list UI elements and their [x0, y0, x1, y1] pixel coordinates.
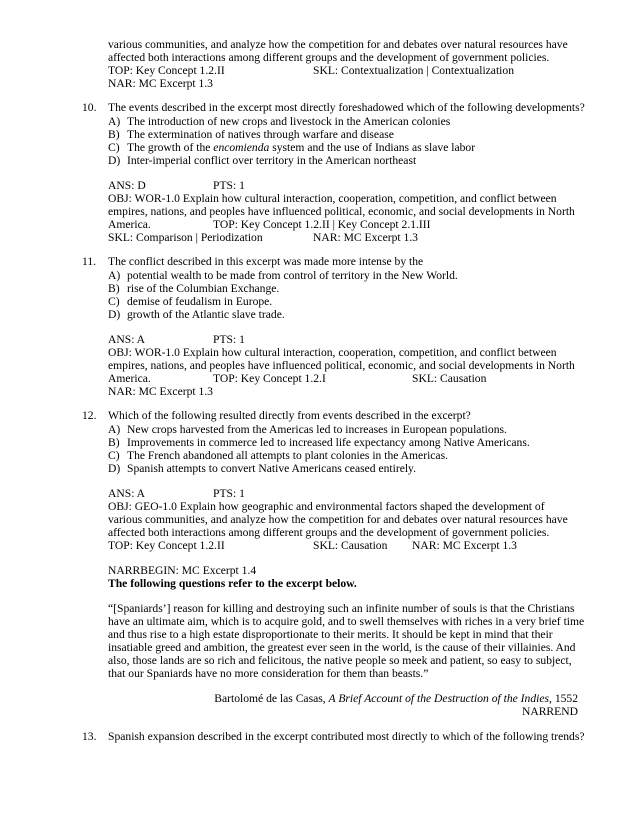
option-text: Spanish attempts to convert Native Americans ceased entirely.: [127, 462, 416, 475]
prev-nar: NAR: MC Excerpt 1.3: [108, 77, 213, 90]
question-number: 11.: [82, 255, 97, 268]
narr-begin: NARRBEGIN: MC Excerpt 1.4: [108, 564, 257, 577]
option-letter: C): [108, 141, 120, 154]
citation-work: A Brief Account of the Destruction of the Indies: [328, 692, 550, 705]
option-text: New crops harvested from the Americas led to increases in European populations.: [127, 423, 507, 436]
option-letter: B): [108, 128, 120, 141]
option-letter: C): [108, 295, 120, 308]
option-text: Inter-imperial conflict over territory in the American northeast: [127, 154, 417, 167]
option-text-italic: encomienda: [213, 141, 270, 154]
points: PTS: 1: [213, 333, 245, 346]
answer: ANS: A: [108, 487, 146, 500]
question-stem: The events described in the excerpt most directly foreshadowed which of the following developments?: [108, 101, 585, 114]
objective-line: empires, nations, and peoples have influenced political, economic, and social developments in North: [108, 359, 575, 372]
objective-line: affected both interactions among different groups and the development of government policies.: [108, 526, 550, 539]
option-letter: B): [108, 282, 120, 295]
prev-skl: SKL: Contextualization | Contextualization: [313, 64, 514, 77]
citation-year: , 1552: [549, 692, 578, 705]
objective-line: America.: [108, 218, 151, 231]
citation: [214, 692, 578, 705]
narr-end: NARREND: [521, 705, 578, 718]
objective-line: America.: [108, 372, 151, 385]
question-number: 13.: [82, 730, 97, 743]
quote-line: also, those lands are so rich and felicitous, the native people so meek and patient, so easy to subject,: [108, 654, 572, 667]
narr-heading: The following questions refer to the excerpt below.: [108, 577, 357, 590]
option-text: demise of feudalism in Europe.: [127, 295, 273, 308]
option-letter: B): [108, 436, 120, 449]
quote-line: have an ultimate aim, which is to acquire gold, and to swell themselves with riches in a very brief time: [108, 615, 585, 628]
objective-line: empires, nations, and peoples have influenced political, economic, and social developments in North: [108, 205, 575, 218]
question-stem: The conflict described in this excerpt was made more intense by the: [108, 255, 424, 268]
option-text: Improvements in commerce led to increased life expectancy among Native Americans.: [127, 436, 530, 449]
question-stem: Which of the following resulted directly from events described in the excerpt?: [108, 409, 471, 422]
skill: SKL: Causation: [412, 372, 487, 385]
answer: ANS: A: [108, 333, 146, 346]
objective-line: OBJ: WOR-1.0 Explain how cultural interaction, cooperation, competition, and conflict between: [108, 192, 557, 205]
option-text: [127, 141, 475, 154]
narrative: NAR: MC Excerpt 1.3: [313, 231, 418, 244]
option-letter: A): [108, 115, 121, 128]
quote-line: that our Spaniards have no more consideration for them than beasts.”: [108, 667, 429, 680]
option-text-part: The growth of the: [127, 141, 214, 154]
option-text: The introduction of new crops and livestock in the American colonies: [127, 115, 451, 128]
skill: SKL: Causation: [313, 539, 388, 552]
option-letter: A): [108, 269, 121, 282]
quote-line: insatiable greed and ambition, the greatest ever seen in the world, is the cause of their villainies. And: [108, 641, 576, 654]
objective-line: OBJ: GEO-1.0 Explain how geographic and environmental factors shaped the development of: [108, 500, 545, 513]
skill: SKL: Comparison | Periodization: [108, 231, 263, 244]
option-text-part: system and the use of Indians as slave labor: [269, 141, 476, 154]
points: PTS: 1: [213, 179, 245, 192]
option-letter: D): [108, 308, 121, 321]
question-number: 12.: [82, 409, 97, 422]
prev-obj-line: affected both interactions among different groups and the development of government policies.: [108, 51, 550, 64]
topic: TOP: Key Concept 1.2.II: [108, 539, 225, 552]
points: PTS: 1: [213, 487, 245, 500]
option-letter: D): [108, 154, 121, 167]
prev-top: TOP: Key Concept 1.2.II: [108, 64, 225, 77]
topic: TOP: Key Concept 1.2.II | Key Concept 2.1.III: [213, 218, 431, 231]
topic: TOP: Key Concept 1.2.I: [213, 372, 326, 385]
question-stem: Spanish expansion described in the excerpt contributed most directly to which of the following trends?: [108, 730, 585, 743]
option-letter: C): [108, 449, 120, 462]
prev-obj-line: various communities, and analyze how the competition for and debates over natural resources have: [108, 38, 568, 51]
option-text: The extermination of natives through warfare and disease: [127, 128, 394, 141]
option-letter: A): [108, 423, 121, 436]
quote-line: and thus rise to a high estate disproportionate to their merits. It should be kept in mind that their: [108, 628, 553, 641]
narrative: NAR: MC Excerpt 1.3: [108, 385, 213, 398]
option-text: rise of the Columbian Exchange.: [127, 282, 280, 295]
question-number: 10.: [82, 101, 97, 114]
objective-line: OBJ: WOR-1.0 Explain how cultural interaction, cooperation, competition, and conflict between: [108, 346, 557, 359]
option-text: potential wealth to be made from control of territory in the New World.: [127, 269, 458, 282]
objective-line: various communities, and analyze how the competition for and debates over natural resources have: [108, 513, 568, 526]
quote-line: “[Spaniards’] reason for killing and destroying such an infinite number of souls is that the Christians: [108, 602, 575, 615]
answer: ANS: D: [108, 179, 146, 192]
narrative: NAR: MC Excerpt 1.3: [412, 539, 517, 552]
option-letter: D): [108, 462, 121, 475]
option-text: The French abandoned all attempts to plant colonies in the Americas.: [127, 449, 448, 462]
option-text: growth of the Atlantic slave trade.: [127, 308, 285, 321]
citation-author: Bartolomé de las Casas,: [214, 692, 329, 705]
